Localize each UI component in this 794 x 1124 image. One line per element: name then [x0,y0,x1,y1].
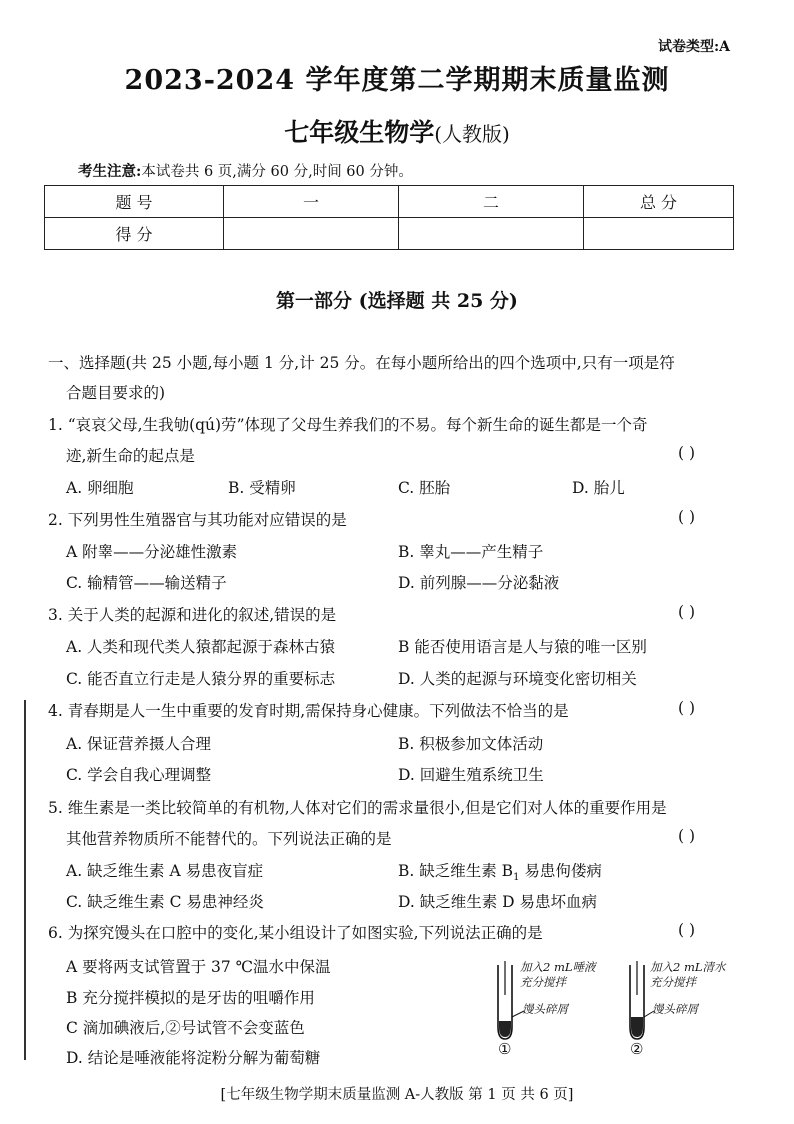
score-table-cell: 题 号 [45,186,224,218]
score-table-header-row [45,186,734,218]
question-5-option-b[interactable] [398,859,602,883]
question-3-option-d[interactable]: D. 人类的起源与环境变化密切相关 [398,670,637,688]
score-entry-cell[interactable] [399,218,584,250]
score-table [44,185,734,250]
question-1-stem: 1. “哀哀父母,生我劬(qú)劳”体现了父母生养我们的不易。每个新生命的诞生都是一个奇 [48,416,648,434]
question-6-option-d[interactable]: D. 结论是唾液能将淀粉分解为葡萄糖 [66,1049,321,1067]
section-instruction: 一、选择题(共 25 小题,每小题 1 分,计 25 分。在每小题所给出的四个选项中,只有一项是符 [48,354,675,372]
candidate-notice [78,160,413,181]
question-5-stem: 其他营养物质所不能替代的。下列说法正确的是 [66,830,392,848]
question-4-option-d[interactable]: D. 回避生殖系统卫生 [398,766,544,784]
tube-1-content-label: 馒头碎屑 [522,1002,568,1016]
question-4-option-c[interactable]: C. 学会自我心理调整 [66,766,212,784]
question-2-option-d[interactable]: D. 前列腺——分泌黏液 [398,574,560,592]
tube-2-content-label: 馒头碎屑 [652,1002,698,1016]
question-2-option-c[interactable]: C. 输精管——输送精子 [66,574,227,592]
question-5-option-a[interactable]: A. 缺乏维生素 A 易患夜盲症 [66,862,264,880]
answer-blank[interactable]: ( ) [678,921,696,939]
edition-label: (人教版) [434,122,510,146]
option-b-text: B. 缺乏维生素 B [398,862,514,880]
answer-blank[interactable]: ( ) [678,508,696,526]
score-entry-cell[interactable] [584,218,734,250]
question-6-option-a[interactable]: A 要将两支试管置于 37 ℃温水中保温 [66,958,331,976]
score-table-cell: 二 [399,186,584,218]
part-one-title: 第一部分 (选择题 共 25 分) [276,290,518,312]
tube-1-label-line: 加入2 mL唾液 [520,960,596,974]
answer-blank[interactable]: ( ) [678,444,696,462]
question-6-stem: 6. 为探究馒头在口腔中的变化,某小组设计了如图实验,下列说法正确的是 [48,924,543,942]
option-b-tail: 易患佝偻病 [519,862,602,880]
question-5-stem: 5. 维生素是一类比较简单的有机物,人体对它们的需求量很小,但是它们对人体的重要作用是 [48,799,667,817]
question-3-option-c[interactable]: C. 能否直立行走是人猿分界的重要标志 [66,670,336,688]
subject-name: 七年级生物学 [284,118,435,147]
question-1-option-b[interactable]: B. 受精卵 [228,479,296,497]
question-4-stem: 4. 青春期是人一生中重要的发育时期,需保持身心健康。下列做法不恰当的是 [48,702,569,720]
tube-2-label [650,960,726,990]
answer-blank[interactable]: ( ) [678,827,696,845]
paper-type-label: 试卷类型:A [657,39,730,55]
question-3-option-b[interactable]: B 能否使用语言是人与猿的唯一区别 [398,638,647,656]
question-1-option-a[interactable]: A. 卵细胞 [66,479,134,497]
subscript: 1 [513,872,520,884]
score-table-cell: 总 分 [584,186,734,218]
question-2-option-b[interactable]: B. 睾丸——产生精子 [398,543,544,561]
question-1-option-c[interactable]: C. 胚胎 [398,479,451,497]
answer-blank[interactable]: ( ) [678,699,696,717]
answer-blank[interactable]: ( ) [678,603,696,621]
subject-title [0,113,794,149]
score-table-score-row [45,218,734,250]
tube-1-label-line: 充分搅拌 [520,975,566,989]
tube-1-number: ① [498,1040,512,1058]
question-4-option-a[interactable]: A. 保证营养摄人合理 [66,735,212,753]
notice-text: 本试卷共 6 页,满分 60 分,时间 60 分钟。 [141,164,413,180]
question-2-stem: 2. 下列男性生殖器官与其功能对应错误的是 [48,511,347,529]
page-footer: [七年级生物学期末质量监测 A-人教版 第 1 页 共 6 页] [220,1087,574,1103]
tube-1-label [520,960,596,990]
tube-2-label-line: 加入2 mL清水 [650,960,726,974]
question-2-option-a[interactable]: A 附睾——分泌雄性激素 [66,543,238,561]
score-table-cell: 一 [224,186,399,218]
section-instruction: 合题目要求的) [66,384,166,402]
notice-label: 考生注意: [78,163,142,180]
question-1-option-d[interactable]: D. 胎儿 [572,479,625,497]
tube-2-label-line: 充分搅拌 [650,975,696,989]
exam-title: 2023-2024 学年度第二学期期末质量监测 [124,65,670,96]
binding-margin-line [24,700,26,1060]
score-entry-cell[interactable] [224,218,399,250]
question-6-option-b[interactable]: B 充分搅拌模拟的是牙齿的咀嚼作用 [66,989,315,1007]
tube-2-number: ② [630,1040,644,1058]
score-table-cell: 得 分 [45,218,224,250]
question-1-stem: 迹,新生命的起点是 [66,447,195,465]
question-4-option-b[interactable]: B. 积极参加文体活动 [398,735,544,753]
question-5-option-d[interactable]: D. 缺乏维生素 D 易患坏血病 [398,893,598,911]
question-3-stem: 3. 关于人类的起源和进化的叙述,错误的是 [48,606,337,624]
question-6-option-c[interactable]: C 滴加碘液后,②号试管不会变蓝色 [66,1019,305,1037]
question-3-option-a[interactable]: A. 人类和现代类人猿都起源于森林古猿 [66,638,336,656]
question-5-option-c[interactable]: C. 缺乏维生素 C 易患神经炎 [66,893,264,911]
